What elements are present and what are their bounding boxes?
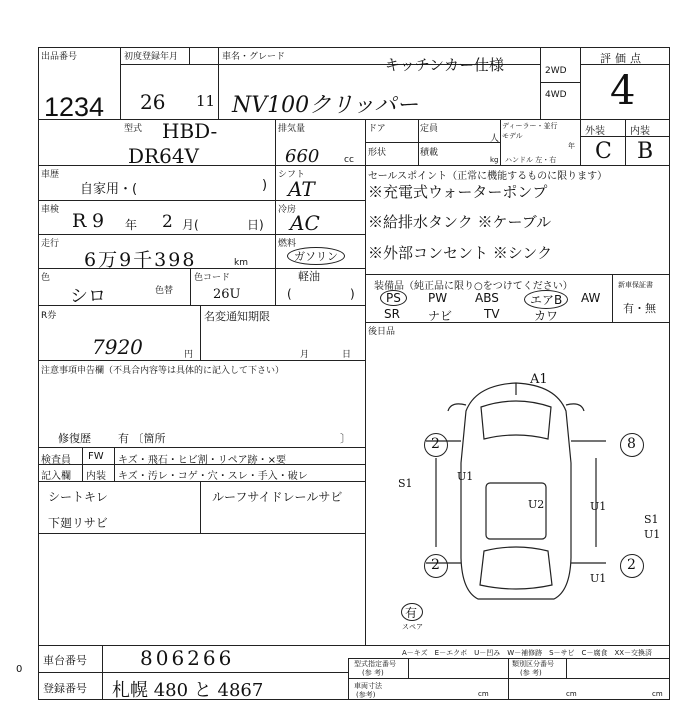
remark-left-2: 下廻リサビ [48, 516, 108, 530]
model-label: 型式 [124, 124, 143, 134]
sales-points-label: セールスポイント（正常に機能するものに限ります） [368, 171, 608, 182]
mileage-value: 6万9千398 [84, 249, 197, 271]
aircon-label: 冷房 [278, 205, 297, 215]
warranty-value: 有・無 [623, 302, 656, 315]
chassis-value: 806266 [140, 646, 235, 670]
inspector-label-1: 検査員 [41, 455, 71, 466]
car-spec: キッチンカー仕様 [385, 56, 504, 74]
dims-unit-1: cm [478, 690, 489, 698]
equip-airbag: エアB [524, 290, 568, 309]
notes-label: 注意事項申告欄（不具合内容等は具体的に記入して下さい） [41, 366, 285, 376]
recycle-value: 7920 [92, 335, 143, 359]
capacity-label: 定員 [420, 124, 439, 134]
color-code: 26U [213, 287, 241, 302]
inspection-month-unit: 月( [182, 218, 199, 232]
diag-wheel-fr: 8 [627, 436, 636, 452]
spare-badge: 有 [405, 606, 418, 620]
inspector-label-2: 記入欄 [41, 471, 71, 482]
shape-label: 形状 [368, 148, 387, 158]
damage-legend: A－キズ E－エクボ U－凹み W－補修跡 S－サビ C－腐食 XX－交換済 [402, 649, 653, 657]
name-change-month: 月 [300, 350, 310, 360]
equipment-label: 装備品（純正品に限り○をつけてください） [374, 281, 573, 292]
sales-point-line-2: ※給排水タンク ※ケーブル [368, 213, 552, 231]
inspection-era: R [72, 210, 87, 232]
history-label: 車歴 [41, 170, 60, 180]
dims-label-1: 車両寸法 [354, 682, 382, 690]
inspection-day: 日) [247, 218, 264, 232]
fuel-label: 燃料 [278, 239, 297, 249]
score-value: 4 [610, 68, 636, 114]
score-int-label: 内装 [630, 126, 650, 137]
color-change-label: 色替 [155, 286, 174, 296]
inspector-fw-items: キズ・飛石・ヒビ割・リペア跡・×要 [118, 455, 286, 466]
payload-label: 積載 [420, 148, 439, 158]
car-name: NV100クリッパー [232, 93, 419, 118]
class-cert-label: 類別区分番号 [512, 660, 554, 668]
model-line2: DR64V [128, 144, 199, 168]
diag-s1-left: S1 [398, 477, 413, 490]
displacement-unit: cc [344, 155, 354, 165]
repair-value: 有 〔箇所 [118, 432, 166, 445]
chassis-label: 車台番号 [43, 654, 87, 667]
class-cert-ref: (参 考) [520, 669, 542, 677]
color-label: 色 [41, 273, 51, 283]
diag-u1-bottom: U1 [590, 572, 607, 585]
drive-2wd: 2WD [545, 66, 567, 76]
color-value: シロ [70, 286, 106, 307]
diag-u1-right-2: U1 [644, 528, 661, 541]
model-line1: HBD- [162, 119, 218, 143]
margin-mark: 0 [16, 664, 23, 675]
drive-4wd: 4WD [545, 90, 567, 100]
lot-no-label: 出品番号 [41, 52, 78, 62]
inspector-fw: FW [88, 451, 104, 462]
diag-u1-right: U1 [590, 500, 607, 513]
score-label: 評価点 [600, 52, 645, 65]
sales-point-line-3: ※外部コンセント ※シンク [368, 244, 553, 262]
equip-pw: PW [428, 291, 448, 305]
score-int-value: B [637, 139, 654, 164]
first-reg-label: 初度登録年月 [124, 52, 179, 62]
diag-wheel-fl: 2 [431, 436, 440, 452]
repair-close: 〕 [340, 432, 351, 445]
equip-aw: AW [581, 291, 601, 305]
lot-no-value: 1234 [44, 92, 105, 122]
spare-badge-sub: スペア [402, 623, 423, 631]
equip-leather: カワ [534, 309, 559, 323]
equip-abs: ABS [475, 291, 499, 305]
registration-value: 札幌 480 と 4867 [112, 680, 264, 701]
fuel-paren-open: ( [287, 287, 292, 301]
dims-unit-2: cm [566, 690, 577, 698]
inspection-label: 車検 [41, 205, 60, 215]
remark-right-1: ルーフサイドレールサビ [212, 490, 343, 504]
inspection-year-unit: 年 [125, 218, 138, 232]
inspection-year: 9 [92, 210, 105, 232]
door-label: ドア [368, 124, 386, 134]
registration-label: 登録番号 [43, 682, 87, 695]
diag-u2: U2 [528, 498, 545, 511]
model-year-label: モデル [502, 132, 523, 140]
dealer-year: 年 [568, 142, 575, 150]
equip-ps: PS [380, 290, 407, 306]
name-change-day: 日 [342, 350, 352, 360]
type-cert-ref: (参 考) [362, 669, 384, 677]
diag-u1-left: U1 [457, 470, 474, 483]
diag-s1-right: S1 [644, 513, 659, 526]
equip-sr: SR [384, 307, 400, 321]
recycle-unit: 円 [184, 350, 194, 360]
diag-top: A1 [530, 372, 548, 387]
displacement-label: 排気量 [278, 124, 306, 134]
mileage-unit: km [234, 258, 248, 268]
history-close: ) [262, 178, 268, 193]
inspector-int-items: キズ・汚レ・コゲ・穴・スレ・手入・破レ [118, 471, 308, 482]
type-cert-label: 型式指定番号 [354, 660, 396, 668]
inspection-month: 2 [162, 212, 173, 232]
equip-tv: TV [484, 307, 500, 321]
payload-unit: kg [490, 156, 499, 164]
score-ext-label: 外装 [585, 126, 605, 137]
after-fit-label: 後日品 [368, 327, 396, 337]
shift-value: AT [288, 177, 315, 201]
name-change-label: 名変通知期限 [204, 310, 270, 323]
fuel-diesel: 軽油 [298, 270, 320, 283]
dealer-label: ディーラー・並行 [502, 122, 558, 130]
displacement-value: 660 [285, 146, 320, 167]
first-reg-year: 26 [140, 90, 166, 114]
score-ext-value: C [595, 139, 612, 164]
aircon-value: AC [290, 211, 320, 235]
fuel-gasoline: ガソリン [287, 247, 345, 265]
history-value: 自家用・( [80, 182, 138, 197]
inspector-int: 内装 [86, 471, 106, 482]
color-code-label: 色コード [194, 273, 231, 283]
warranty-label: 新車保証書 [618, 281, 653, 289]
car-grade-label: 車名・グレード [222, 52, 286, 62]
dims-unit-3: cm [652, 690, 663, 698]
handle-label: ハンドル 左・右 [505, 156, 557, 164]
repair-label: 修復歴 [58, 432, 91, 445]
remark-left-1: シートキレ [48, 490, 108, 504]
capacity-unit: 人 [490, 134, 500, 144]
diag-wheel-rr: 2 [627, 557, 636, 573]
equip-navi: ナビ [428, 309, 453, 323]
recycle-label: R券 [41, 311, 57, 321]
diag-wheel-rl: 2 [431, 557, 440, 573]
dims-label-2: (参考) [356, 691, 376, 699]
fuel-paren-close: ) [350, 287, 355, 301]
shift-label: シフト [278, 170, 306, 180]
first-reg-month: 11 [196, 92, 216, 110]
sales-point-line-1: ※充電式ウォーターポンプ [368, 183, 548, 201]
mileage-label: 走行 [41, 239, 60, 249]
